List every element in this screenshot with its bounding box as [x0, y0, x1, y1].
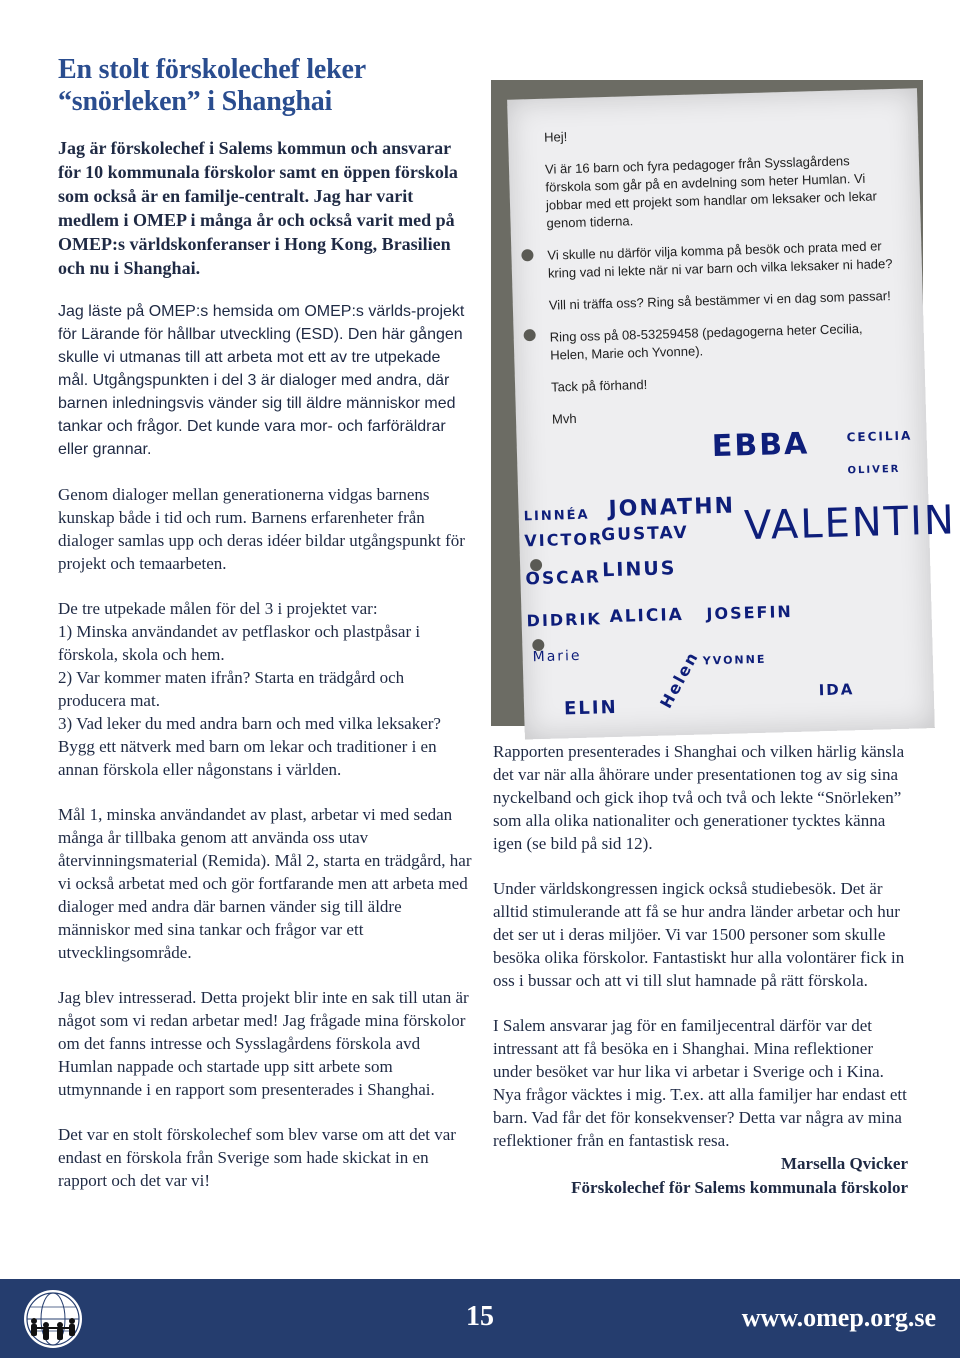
letter-text	[544, 119, 903, 443]
page-footer	[0, 1279, 960, 1358]
signature-marie: Marie	[532, 647, 582, 666]
lead-paragraph: Jag är förskolechef i Salems kommun och ansvarar för 10 kommunala förskolor samt en öppen förskola som också är en familje-centralt. Jag har varit medlem i OMEP i många år och också varit med på OMEP:s världskonferanser i Hong Kong, Brasilien och nu i Shanghai.	[58, 138, 458, 278]
omep-logo-icon	[20, 1287, 86, 1351]
letter-paragraph-4: Ring oss på 08-53259458 (pedagogerna heter Cecilia, Helen, Marie och Yvonne).	[549, 320, 863, 363]
paragraph-6: Rapporten presenterades i Shanghai och vilken härlig känsla det var när alla åhörare under presentationen tog av sig sina nyckelband och gick ihop två och två och lekte “Snörleken” som alla olika nationaliter och generationer tycktes känna igen (se bild på sid 12).	[493, 742, 905, 853]
letter-greeting: Hej!	[543, 129, 568, 145]
author-name: Marsella Qvicker	[781, 1154, 908, 1173]
article-title	[58, 54, 473, 118]
letter-paragraph-1: Vi är 16 barn och fyra pedagoger från Sysslagårdens förskola som går på en avdelning som heter Humlan. Vi jobbar med ett projekt som handlar om leksaker och lekar genom tiderna.	[544, 153, 878, 231]
signature-oliver: OLIVER	[847, 463, 901, 477]
signature-gustav: GUSTAV	[600, 522, 689, 546]
paragraph-5: Det var en stolt förskolechef som blev varse om att det var endast en förskola från Sverige som hade skickat in en rapport och det var vi!	[58, 1125, 456, 1190]
author-title: Förskolechef för Salems kommunala förskolor	[571, 1178, 908, 1197]
right-column	[493, 740, 908, 1200]
goals-intro: De tre utpekade målen för del 3 i projektet var:	[58, 599, 378, 618]
paragraph-3: Mål 1, minska användandet av plast, arbetar vi med sedan många år tillbaka genom att använda oss utav återvinningsmaterial (Remida). Mål 2, starta en trädgård, har vi också arbetat med och gör fortfarande men att arbeta med dialoger med andra där barnen vänder sig till äldre människor med sina tankar och frågor var ett utvecklingsområde.	[58, 805, 472, 962]
goal-3: 3) Vad leker du med andra barn och med vilka leksaker? Bygg ett nätverk med barn om lekar och traditioner i en annan förskola eller någonstans i världen.	[58, 714, 441, 779]
website-url: www.omep.org.se	[741, 1303, 936, 1332]
signature-valentin: VALENTIN	[743, 497, 957, 550]
signature-linnea: LINNÉA	[523, 507, 590, 525]
letter-paragraph-3: Vill ni träffa oss? Ring så bestämmer vi en dag som passar!	[548, 288, 891, 313]
paragraph-1: Jag läste på OMEP:s hemsida om OMEP:s världs-projekt för Lärande för hållbar utveckling (ESD). Den här gången skulle vi utmanas till att arbeta mot ett av tre utpekade mål. Utgångspunkten i del 3 är dialoger med andra, där barnen inledningsvis vänder sig till äldre människor med tankar och frågor. Det kunde vara mor- och farföräldrar eller grannar.	[58, 303, 465, 458]
signature-alicia: ALICIA	[609, 604, 685, 628]
signature-ida: IDA	[818, 680, 855, 700]
signature-linus: LINUS	[601, 557, 677, 582]
letter-thanks: Tack på förhand!	[550, 376, 648, 395]
goal-1: 1) Minska användandet av petflaskor och plastpåsar i förskola, skola och hem.	[58, 622, 421, 664]
paragraph-8: I Salem ansvarar jag för en familjecentral därför var det intressant att få besöka en i Shanghai. Mina reflektioner under besöket var hur lika vi arbetar i Sverige och i Kina. Nya frågor väcktes i mig. T.ex. att alla familjer har endast ett barn. Vad får det för konsekvenser? Detta var några av mina reflektioner från en fantastisk resa.	[493, 1016, 907, 1150]
binder-hole	[521, 249, 533, 261]
paragraph-7: Under världskongressen ingick också studiebesök. Det är alltid stimulerande att få se hur andra länder arbetar och hur det ser ut i deras miljöer. Vi var 1500 personer som skulle besöka olika förskolor. Fantastiskt hur alla volontärer fick in oss i bussar och att vi till slut hamnade på rätt förskola.	[493, 879, 905, 990]
letter-paragraph-2: Vi skulle nu därför vilja komma på besök och prata med er kring vad ni lekte när ni var barn och vilka leksaker ni hade?	[547, 238, 893, 281]
goal-2: 2) Var kommer maten ifrån? Starta en trädgård och producera mat.	[58, 668, 405, 710]
signature-ebba: EBBA	[711, 426, 810, 465]
signature-helen: Helen	[656, 647, 703, 712]
left-column	[58, 54, 473, 1192]
title-line-2: “snörleken” i Shanghai	[58, 86, 333, 117]
children-signatures	[518, 426, 957, 739]
signature-josefin: JOSEFIN	[706, 601, 794, 624]
letter-closing: Mvh	[551, 410, 577, 427]
signature-elin: ELIN	[563, 696, 618, 720]
signature-didrik: DIDRIK	[526, 609, 603, 631]
paragraph-2: Genom dialoger mellan generationerna vidgas barnens kunskap både i tid och rum. Barnens erfarenheter från dialoger samlas upp och deras idéer bildar utgångspunkt för projekt och temaarbeten.	[58, 485, 465, 573]
signature-cecilia: CECILIA	[846, 428, 913, 445]
signature-oscar: OSCAR	[525, 567, 602, 590]
paragraph-4: Jag blev intresserad. Detta projekt blir inte en sak till utan är något som vi redan arbetar med! Jag frågade mina förskolor om det fanns intresse och Sysslagårdens förskola avd Humlan nappade och startade upp sitt arbete som utmynnande i en rapport som presenterades i Shanghai.	[58, 988, 469, 1099]
page-number: 15	[466, 1301, 494, 1332]
signature-jonathn: JONATHN	[608, 493, 736, 523]
title-line-1: En stolt förskolechef leker	[58, 54, 366, 85]
binder-hole	[523, 329, 535, 341]
letter-page	[507, 88, 957, 739]
goals-list	[58, 597, 473, 781]
signature-yvonne: YVONNE	[702, 652, 767, 668]
letter-photo	[491, 80, 957, 726]
signature-victor: VICTOR	[524, 529, 604, 551]
